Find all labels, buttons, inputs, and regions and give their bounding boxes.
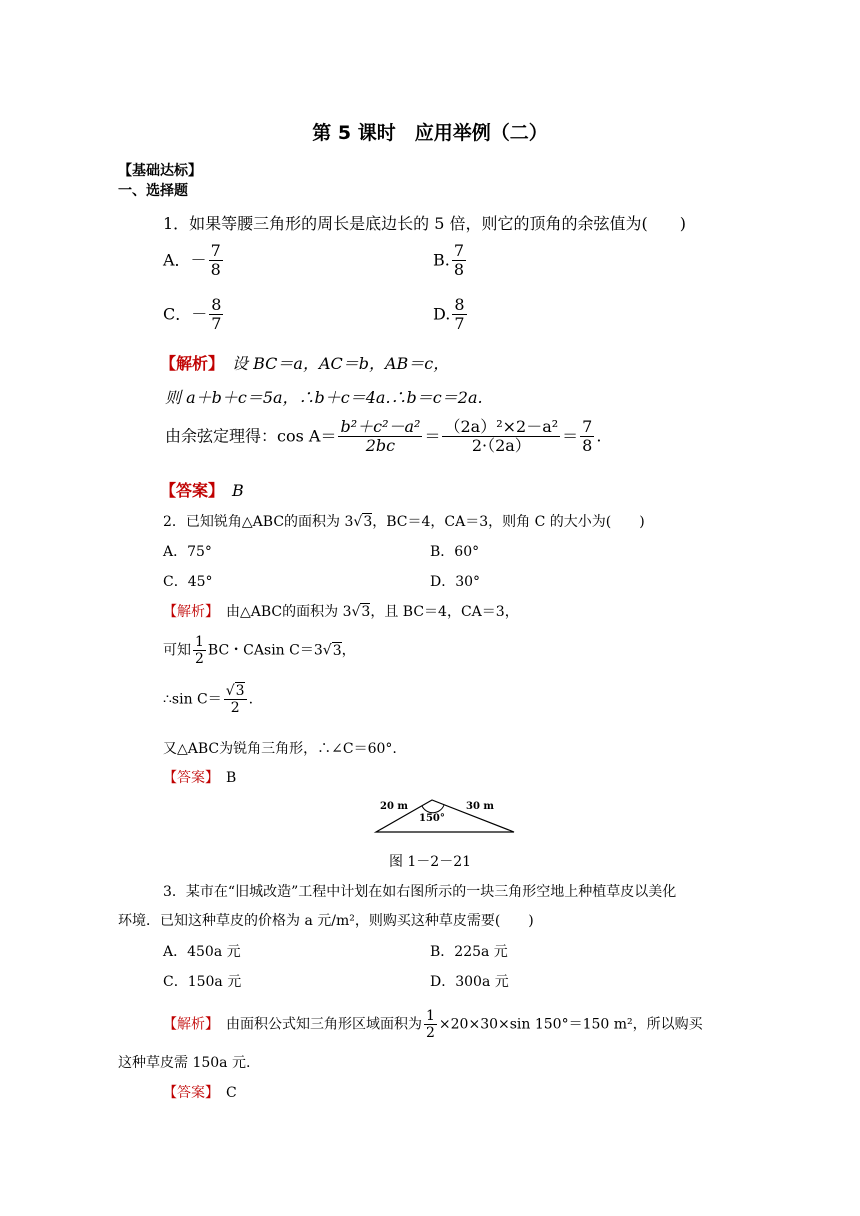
q1-option-a: A．－ $\frac{7}{8}$ <box>163 241 221 280</box>
answer-label: 【答案】 <box>160 481 217 500</box>
analysis-label: 【解析】 <box>160 354 217 373</box>
q1-analysis-line2: 则 a＋b＋c＝5a，∴b＋c＝4a.∴b＝c＝2a. <box>165 388 483 407</box>
q3-option-c: C．150a 元 <box>163 974 242 990</box>
figure-left-label: 20 m <box>380 801 408 812</box>
answer-label: 【答案】 <box>163 770 212 786</box>
figure-right-label: 30 m <box>466 801 494 812</box>
q2-analysis-line1: 【解析】 由△ABC的面积为 3√3，且 BC＝4，CA＝3， <box>163 604 519 620</box>
q2-option-b: B．60° <box>430 544 480 560</box>
q1-stem: 1．如果等腰三角形的周长是底边长的 5 倍，则它的顶角的余弦值为( ) <box>163 214 687 233</box>
q2-analysis-line3: ∴sin C＝ $\frac{√3}{2}$ . <box>163 683 254 717</box>
analysis-label: 【解析】 <box>163 604 212 620</box>
q2-analysis-line4: 又△ABC为锐角三角形，∴∠C＝60°. <box>163 741 397 757</box>
q3-stem-line2: 环境．已知这种草皮的价格为 a 元/m²，则购买这种草皮需要( ) <box>118 913 534 929</box>
angle-arc <box>422 805 444 813</box>
figure-angle-label: 150° <box>419 813 445 824</box>
q1-option-b: B. $\frac{7}{8}$ <box>433 241 465 280</box>
q3-stem-line1: 3．某市在“旧城改造”工程中计划在如右图所示的一块三角形空地上种植草皮以美化 <box>163 884 677 900</box>
q1-analysis-line1: 【解析】 设 BC＝a，AC＝b，AB＝c， <box>160 354 450 373</box>
figure-caption: 图 1－2－21 <box>388 854 472 870</box>
q2-option-a: A．75° <box>163 544 212 560</box>
q2-stem: 2．已知锐角△ABC的面积为 3√3，BC＝4，CA＝3，则角 C 的大小为( ) <box>163 514 645 530</box>
q2-analysis-line2: 可知 $\frac{1}{2}$ BC・CAsin C＝3√3， <box>163 634 356 668</box>
q2-answer: 【答案】 B <box>163 770 237 786</box>
answer-label: 【答案】 <box>163 1085 212 1101</box>
q1-answer: 【答案】 B <box>160 481 244 500</box>
page-title: 第 5 课时 应用举例（二） <box>312 122 548 144</box>
q3-option-a: A．450a 元 <box>163 944 241 960</box>
q1-option-c: C．－ $\frac{8}{7}$ <box>163 295 222 334</box>
basic-header: 【基础达标】 <box>118 163 202 179</box>
section-choice: 一、选择题 <box>118 183 188 199</box>
q3-answer: 【答案】 C <box>163 1085 237 1101</box>
analysis-label: 【解析】 <box>163 1016 212 1033</box>
q2-option-c: C．45° <box>163 574 213 590</box>
q3-analysis-line2: 这种草皮需 150a 元. <box>118 1055 251 1071</box>
q3-analysis-line1: 【解析】 由面积公式知三角形区域面积为 $\frac{1}{2}$ ×20×30×sin 150°＝150 m²，所以购买 <box>163 1008 703 1042</box>
q1-analysis-line3: 由余弦定理得：cos A＝ $\frac{\text{b²＋c²－a²}}{2bc}$ ＝ $\frac{\text{（2a）²×2－a²}}{2\cdot(2a)}$ ＝ $\frac{7}{8}$ . <box>165 417 602 456</box>
triangle-figure <box>370 796 520 836</box>
q2-option-d: D．30° <box>430 574 481 590</box>
q3-option-b: B．225a 元 <box>430 944 508 960</box>
q1-option-d: D. $\frac{8}{7}$ <box>433 295 465 334</box>
q3-option-d: D．300a 元 <box>430 974 509 990</box>
